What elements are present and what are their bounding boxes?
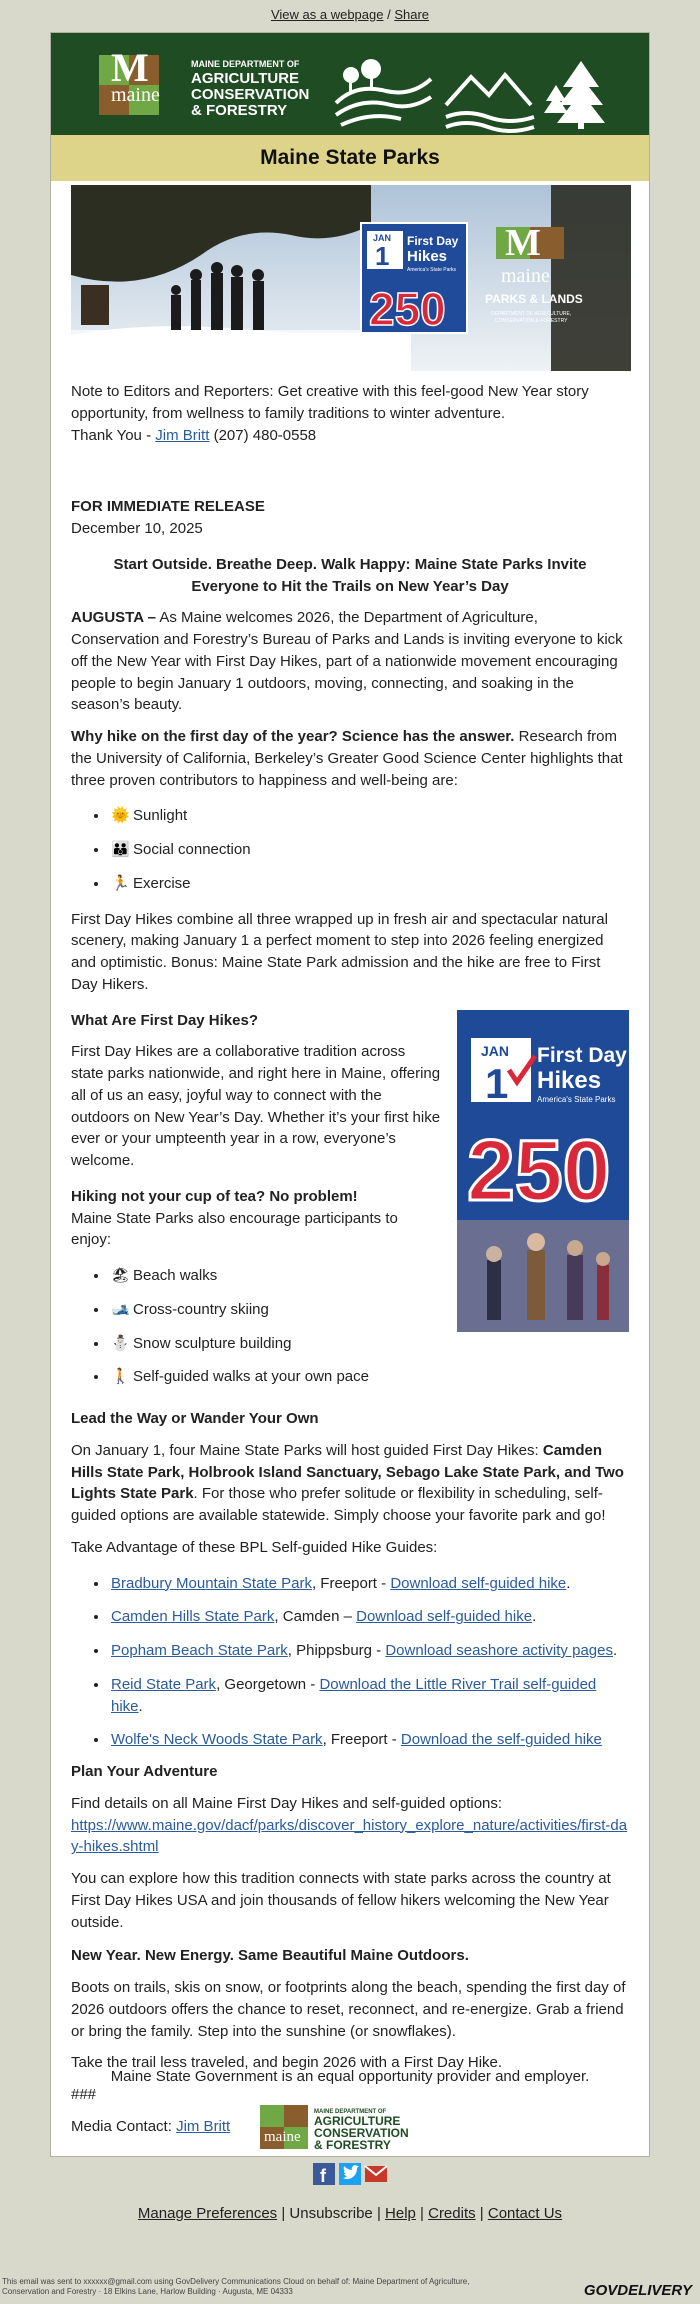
lead-way-heading: Lead the Way or Wander Your Own xyxy=(71,1410,319,1427)
new-year-heading: New Year. New Energy. Same Beautiful Maine Outdoors. xyxy=(71,1947,469,1965)
badge-num: 1 xyxy=(375,241,390,271)
govdelivery-text: GOVDELIVERY xyxy=(583,2282,692,2299)
lead-way-paragraph xyxy=(71,1440,629,1527)
plan-heading: Plan Your Adventure xyxy=(71,1763,218,1780)
footer-sep: | xyxy=(475,2205,488,2222)
why-paragraph xyxy=(71,726,629,791)
headline: Start Outside. Breathe Deep. Walk Happy: Maine State Parks Invite Everyone to Hit the Trails on New Year’s Day xyxy=(113,555,587,595)
header-banner xyxy=(51,33,649,135)
popham-park-link[interactable]: Popham Beach State Park xyxy=(111,1642,288,1659)
first-day-hikes-badge xyxy=(361,223,467,335)
list-item xyxy=(109,1333,629,1355)
email-icon[interactable] xyxy=(365,2166,387,2182)
list-item xyxy=(109,1366,629,1388)
intro-text: As Maine welcomes 2026, the Department of Agriculture, Conservation and Forestry’s Bureau of Parks and Lands is inviting everyone to kick off the New Year with First Day Hikes, part of a nationwide movement encouraging people to begin January 1 outdoors, moving, connecting, and soaking in the season’s beauty. xyxy=(71,609,623,714)
list-item-label: Beach walks xyxy=(133,1267,218,1284)
guide-end: . xyxy=(138,1697,143,1715)
guided-parks: Camden Hills State Park, Holbrook Island Sanctuary, Sebago Lake State Park, and Two Lights State Park xyxy=(71,1441,624,1503)
list-item-label: Self-guided walks at your own pace xyxy=(133,1368,369,1386)
guides-list xyxy=(71,1573,629,1752)
svg-text:f: f xyxy=(320,2166,326,2186)
footer-dept1: MAINE DEPARTMENT OF xyxy=(314,2109,387,2115)
header-logo-art xyxy=(51,33,649,135)
social-icon-row xyxy=(310,2161,390,2187)
intro-dateline: AUGUSTA – xyxy=(71,609,157,627)
footer-logo-word: maine xyxy=(264,2129,301,2145)
plan-url-line xyxy=(71,1815,629,1859)
poster-jan: JAN xyxy=(481,1042,510,1059)
happiness-list xyxy=(71,805,629,894)
guides-intro: Take Advantage of these BPL Self-guided Hike Guides: xyxy=(71,1538,438,1556)
mountain-icon xyxy=(446,75,534,131)
first-day-hikes-url[interactable]: https://www.maine.gov/dacf/parks/discover_history_explore_nature/activities/first-day-hikes.shtml xyxy=(71,1816,628,1856)
facebook-icon[interactable] xyxy=(313,2163,335,2186)
hero-image xyxy=(71,185,631,371)
guide-item xyxy=(109,1674,629,1718)
email-container xyxy=(50,32,650,2157)
list-item-label: Cross-country skiing xyxy=(133,1300,269,1318)
bradbury-download-link[interactable]: Download self-guided hike xyxy=(390,1574,567,1592)
dacf-logo xyxy=(99,45,309,119)
beach-icon: 🏖 xyxy=(111,1267,131,1284)
view-webpage-link[interactable]: View as a webpage xyxy=(270,7,384,22)
why-text: Research from the University of California, Berkeley’s Greater Good Science Center highlights that three proven contributors to happiness and well-being are: xyxy=(71,728,623,789)
sun-icon: 🌞 xyxy=(111,807,130,825)
tea-paragraph: Maine State Parks also encourage participants to enjoy: xyxy=(71,1209,398,1249)
camden-download-link[interactable]: Download self-guided hike xyxy=(356,1608,533,1626)
plan-paragraph: Find details on all Maine First Day Hikes and self-guided options: xyxy=(71,1794,503,1812)
reid-park-link[interactable]: Reid State Park xyxy=(111,1675,217,1693)
footer-dept4: & FORESTRY xyxy=(314,2138,391,2152)
fine-print-line2: Conservation and Forestry · 18 Elkins Lane, Harlow Building · Augusta, ME 04333 xyxy=(2,2287,293,2297)
explore-paragraph: You can explore how this tradition connects with state parks across the country at First Day Hikes USA and join thousands of fellow hikers welcoming the New Year outside. xyxy=(71,1870,611,1931)
tree-icon xyxy=(544,61,605,129)
logo-word: maine xyxy=(111,84,160,106)
closing-line: Take the trail less traveled, and begin 2026 with a First Day Hike. xyxy=(71,2054,503,2072)
new-year-paragraph: Boots on trails, skis on snow, or footprints along the beach, spending the first day of 2026 outdoors offers the chance to reset, reconnect, and re-energize. Grab a friend or bring the family. Step into the sunshine (or snowflakes). xyxy=(71,1979,626,2040)
reid-download-link[interactable]: Download the Little River Trail self-guided hike xyxy=(111,1675,597,1715)
guide-town: , Camden – xyxy=(274,1608,357,1626)
camden-park-link[interactable]: Camden Hills State Park xyxy=(111,1608,275,1626)
equal-opportunity: Maine State Government is an equal opportunity provider and employer. xyxy=(110,2068,590,2085)
footer-logo xyxy=(260,2101,440,2157)
why-lead: Why hike on the first day of the year? Science has the answer. xyxy=(71,728,515,745)
hero-parks-lands: PARKS & LANDS xyxy=(485,292,583,306)
guide-town: , Freeport - xyxy=(322,1731,401,1749)
footer-sep: | xyxy=(277,2205,290,2222)
guide-end: . xyxy=(566,1574,571,1592)
top-bar xyxy=(0,0,700,30)
thanks-prefix: Thank You - xyxy=(71,426,156,444)
wolfes-neck-park-link[interactable]: Wolfe's Neck Woods State Park xyxy=(111,1731,323,1749)
ski-icon: 🎿 xyxy=(111,1300,130,1318)
list-item-label: Sunlight xyxy=(133,807,188,825)
guide-item xyxy=(109,1573,629,1595)
govdelivery-logo[interactable] xyxy=(584,2282,692,2299)
contact-phone: (207) 480-0558 xyxy=(209,426,317,444)
dept-line2: AGRICULTURE xyxy=(191,70,300,87)
svg-text:M: M xyxy=(505,222,541,264)
footer-links xyxy=(0,2205,700,2222)
intro-paragraph xyxy=(71,607,629,716)
farm-icon xyxy=(336,59,431,125)
media-prefix: Media Contact: xyxy=(71,2117,177,2135)
lead-way-text-b: . For those who prefer solitude or flexibility in scheduling, self-guided options are available statewide. Simply choose your favorite park and go! xyxy=(71,1485,606,1524)
hero-logo-word: maine xyxy=(501,265,550,287)
guide-item xyxy=(109,1729,629,1751)
editors-note: Note to Editors and Reporters: Get creative with this feel-good New Year story opportunity, from wellness to family traditions to winter adventure. xyxy=(71,383,589,422)
guide-item xyxy=(109,1606,629,1628)
manage-preferences-link[interactable]: Manage Preferences xyxy=(137,2205,278,2222)
poster-title2: Hikes xyxy=(537,1066,602,1094)
end-marks: ### xyxy=(71,2086,97,2103)
dept-line4: & FORESTRY xyxy=(191,102,288,119)
list-item-label: Snow sculpture building xyxy=(133,1334,292,1352)
footer-dept2: AGRICULTURE xyxy=(314,2114,401,2128)
release-date: December 10, 2025 xyxy=(71,520,203,537)
footer-sep: | xyxy=(372,2205,386,2222)
fine-print-line1: This email was sent to xxxxxx@gmail.com using GovDelivery Communications Cloud on behalf of: Maine Department of Agriculture, xyxy=(2,2277,470,2286)
what-heading: What Are First Day Hikes? xyxy=(71,1011,258,1029)
first-day-hikes-poster xyxy=(457,1010,629,1332)
thank-you-line xyxy=(71,425,629,447)
bradbury-park-link[interactable]: Bradbury Mountain State Park xyxy=(111,1574,312,1592)
poster-title1: First Day xyxy=(537,1043,627,1067)
dept-line3: CONSERVATION xyxy=(191,86,310,103)
social-icons xyxy=(0,2161,700,2191)
list-item-label: Social connection xyxy=(133,841,251,858)
wolfes-neck-download-link[interactable]: Download the self-guided hike xyxy=(400,1731,602,1749)
guide-town: , Freeport - xyxy=(311,1574,391,1592)
page-title: Maine State Parks xyxy=(51,135,649,181)
combine-paragraph: First Day Hikes combine all three wrapped up in fresh air and spectacular natural scenery, making January 1 a perfect moment to step into 2026 feeling energized and optimistic. Bonus: Maine State Park admission and the hike are free to First Day Hikers. xyxy=(71,910,608,993)
badge-title2: Hikes xyxy=(407,248,448,265)
badge-250: 250 xyxy=(369,283,446,335)
guide-end: . xyxy=(532,1608,537,1626)
contact-us-link[interactable]: Contact Us xyxy=(487,2205,563,2222)
badge-sub: America's State Parks xyxy=(407,267,457,273)
twitter-icon[interactable] xyxy=(339,2163,361,2185)
footer-dept3: CONSERVATION xyxy=(314,2126,409,2140)
list-item xyxy=(109,873,629,895)
fine-print xyxy=(0,2277,560,2298)
topbar-separator: / xyxy=(383,7,395,22)
dept-line1: MAINE DEPARTMENT OF xyxy=(191,59,300,69)
guide-item xyxy=(109,1640,629,1662)
guide-town: , Phippsburg - xyxy=(287,1642,386,1659)
poster-sub: America's State Parks xyxy=(537,1094,616,1104)
footer-sep: | xyxy=(415,2205,429,2222)
unsubscribe-link[interactable]: Unsubscribe xyxy=(289,2205,373,2222)
release-label: FOR IMMEDIATE RELEASE xyxy=(71,498,265,516)
poster-num: 1 xyxy=(485,1059,509,1107)
jim-britt-link[interactable]: Jim Britt xyxy=(155,426,210,444)
family-icon: 👪 xyxy=(111,841,130,858)
media-contact-link[interactable]: Jim Britt xyxy=(176,2117,231,2135)
guide-town: , Georgetown - xyxy=(216,1675,320,1693)
share-link[interactable]: Share xyxy=(394,7,430,22)
popham-download-link[interactable]: Download seashore activity pages xyxy=(385,1642,613,1659)
badge-jan: JAN xyxy=(373,233,392,243)
snowman-icon: ⛄ xyxy=(111,1334,130,1352)
list-item xyxy=(109,839,629,861)
svg-text:M: M xyxy=(111,45,149,90)
lead-way-text-a: On January 1, four Maine State Parks will host guided First Day Hikes: xyxy=(71,1441,543,1459)
help-link[interactable]: Help xyxy=(385,2205,416,2222)
tea-heading: Hiking not your cup of tea? No problem! xyxy=(71,1187,358,1205)
credits-link[interactable]: Credits xyxy=(428,2205,476,2222)
article-body xyxy=(51,185,649,2156)
walker-icon: 🚶 xyxy=(111,1368,130,1386)
runner-icon: 🏃 xyxy=(111,874,130,892)
badge-title1: First Day xyxy=(407,234,459,248)
guide-end: . xyxy=(612,1642,618,1659)
hero-dept2: CONSERVATION & FORESTRY xyxy=(495,318,568,324)
what-paragraph: First Day Hikes are a collaborative tradition across state parks nationwide, and right here in Maine, offering all of us an easy, joyful way to connect with the outdoors on New Year’s Day. Whether it’s your first hike ever or your umpteenth year in a row, everyone’s welcome. xyxy=(71,1043,441,1169)
list-item xyxy=(109,805,629,827)
hero-dept1: DEPARTMENT OF AGRICULTURE, xyxy=(491,311,572,317)
poster-250: 250 xyxy=(467,1122,611,1219)
footer xyxy=(0,2068,700,2222)
list-item-label: Exercise xyxy=(133,874,191,892)
